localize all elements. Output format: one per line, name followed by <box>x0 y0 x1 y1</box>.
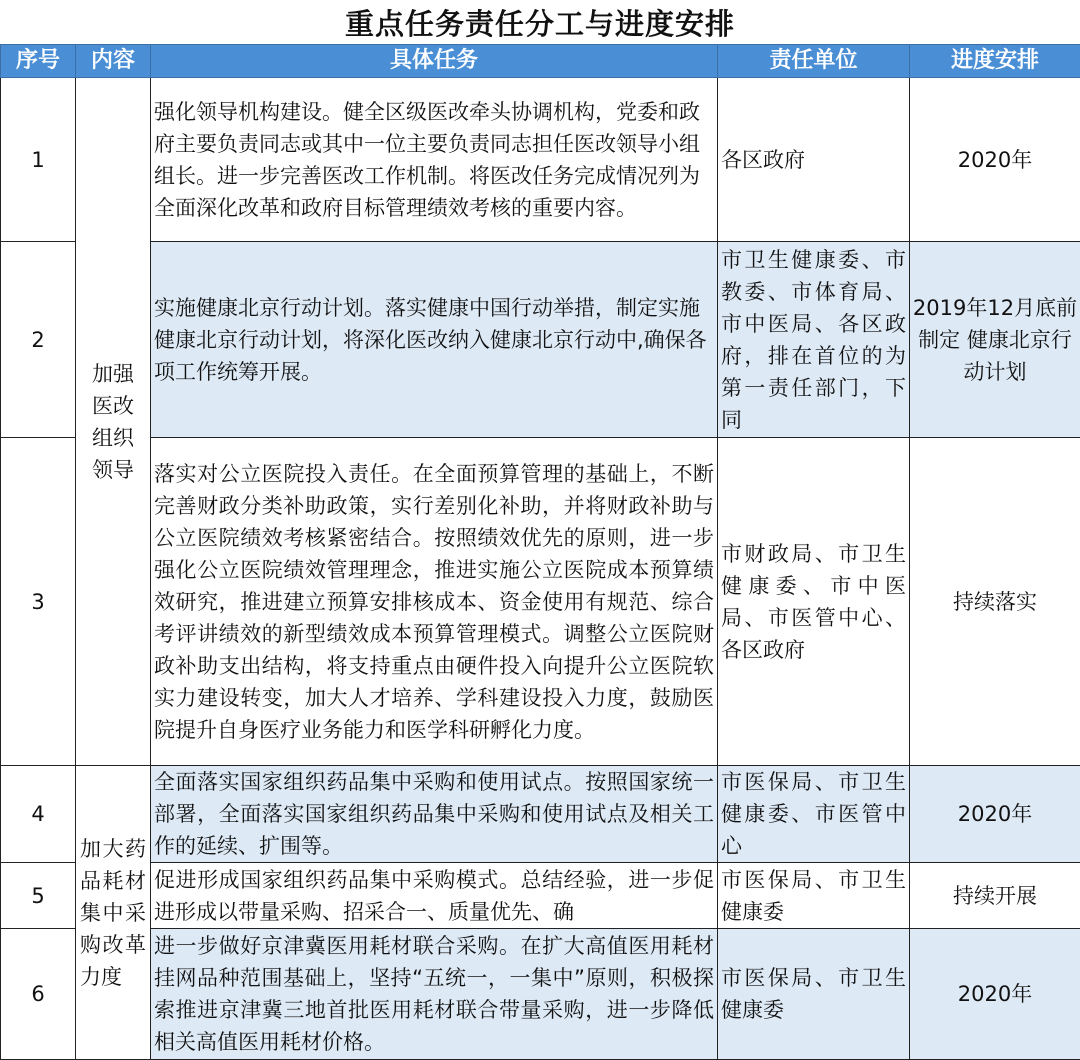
task-cell: 促进形成国家组织药品集中采购模式。总结经验，进一步促进形成以带量采购、招采合一、质量优先、确 <box>151 863 718 929</box>
group-label: 加强医改组织领导 <box>92 358 134 486</box>
row-number: 1 <box>1 78 76 242</box>
table-row <box>1 78 1080 242</box>
task-cell: 全面落实国家组织药品集中采购和使用试点。按照国家统一部署，全面落实国家组织药品集中采购和使用试点及相关工作的延续、扩围等。 <box>151 766 718 863</box>
header-task: 具体任务 <box>151 45 718 78</box>
row-number: 6 <box>1 929 76 1060</box>
schedule-cell: 2020年 <box>910 78 1080 242</box>
row-number: 3 <box>1 438 76 766</box>
unit-cell: 市医保局、市卫生健康委 <box>718 929 910 1060</box>
schedule-cell: 2019年12月底前制定 健康北京行动计划 <box>910 242 1080 438</box>
task-cell: 落实对公立医院投入责任。在全面预算管理的基础上，不断完善财政分类补助政策，实行差别化补助，并将财政补助与公立医院绩效考核紧密结合。按照绩效优先的原则，进一步强化公立医院绩效管理理念，推进实施公立医院成本预算绩效研究，推进建立预算安排核成本、资金使用有规范、综合考评讲绩效的新型绩效成本预算管理模式。调整公立医院财政补助支出结构，将支持重点由硬件投入向提升公立医院软实力建设转变，加大人才培养、学科建设投入力度，鼓励医院提升自身医疗业务能力和医学科研孵化力度。 <box>151 438 718 766</box>
row-number: 2 <box>1 242 76 438</box>
table-row <box>1 242 1080 438</box>
schedule-cell: 持续落实 <box>910 438 1080 766</box>
page-title: 重点任务责任分工与进度安排 <box>0 0 1080 44</box>
unit-cell: 市医保局、市卫生健康委、市医管中心 <box>718 766 910 863</box>
header-schedule: 进度安排 <box>910 45 1080 78</box>
header-row <box>1 45 1080 78</box>
task-table <box>0 44 1080 1060</box>
header-content: 内容 <box>76 45 151 78</box>
table-row <box>1 929 1080 1060</box>
task-cell: 进一步做好京津冀医用耗材联合采购。在扩大高值医用耗材挂网品种范围基础上，坚持“五统一，一集中”原则，积极探索推进京津冀三地首批医用耗材联合带量采购，进一步降低相关高值医用耗材价格。 <box>151 929 718 1060</box>
content-group-label <box>76 766 151 1060</box>
table-row <box>1 438 1080 766</box>
row-number: 4 <box>1 766 76 863</box>
header-num: 序号 <box>1 45 76 78</box>
unit-cell: 市财政局、市卫生健康委、市中医局、市医管中心、各区政府 <box>718 438 910 766</box>
table-row <box>1 863 1080 929</box>
schedule-cell: 持续开展 <box>910 863 1080 929</box>
group-label: 加大药品耗材集中采购改革力度 <box>80 833 146 993</box>
unit-cell: 各区政府 <box>718 78 910 242</box>
schedule-cell: 2020年 <box>910 766 1080 863</box>
row-number: 5 <box>1 863 76 929</box>
unit-cell: 市医保局、市卫生健康委 <box>718 863 910 929</box>
table-row <box>1 766 1080 863</box>
unit-cell: 市卫生健康委、市教委、市体育局、市中医局、各区政府，排在首位的为第一责任部门，下同 <box>718 242 910 438</box>
header-unit: 责任单位 <box>718 45 910 78</box>
task-cell: 实施健康北京行动计划。落实健康中国行动举措，制定实施健康北京行动计划，将深化医改纳入健康北京行动中,确保各项工作统筹开展。 <box>151 242 718 438</box>
task-cell: 强化领导机构建设。健全区级医改牵头协调机构，党委和政府主要负责同志或其中一位主要负责同志担任医改领导小组组长。进一步完善医改工作机制。将医改任务完成情况列为全面深化改革和政府目标管理绩效考核的重要内容。 <box>151 78 718 242</box>
schedule-cell: 2020年 <box>910 929 1080 1060</box>
content-group-label <box>76 78 151 766</box>
